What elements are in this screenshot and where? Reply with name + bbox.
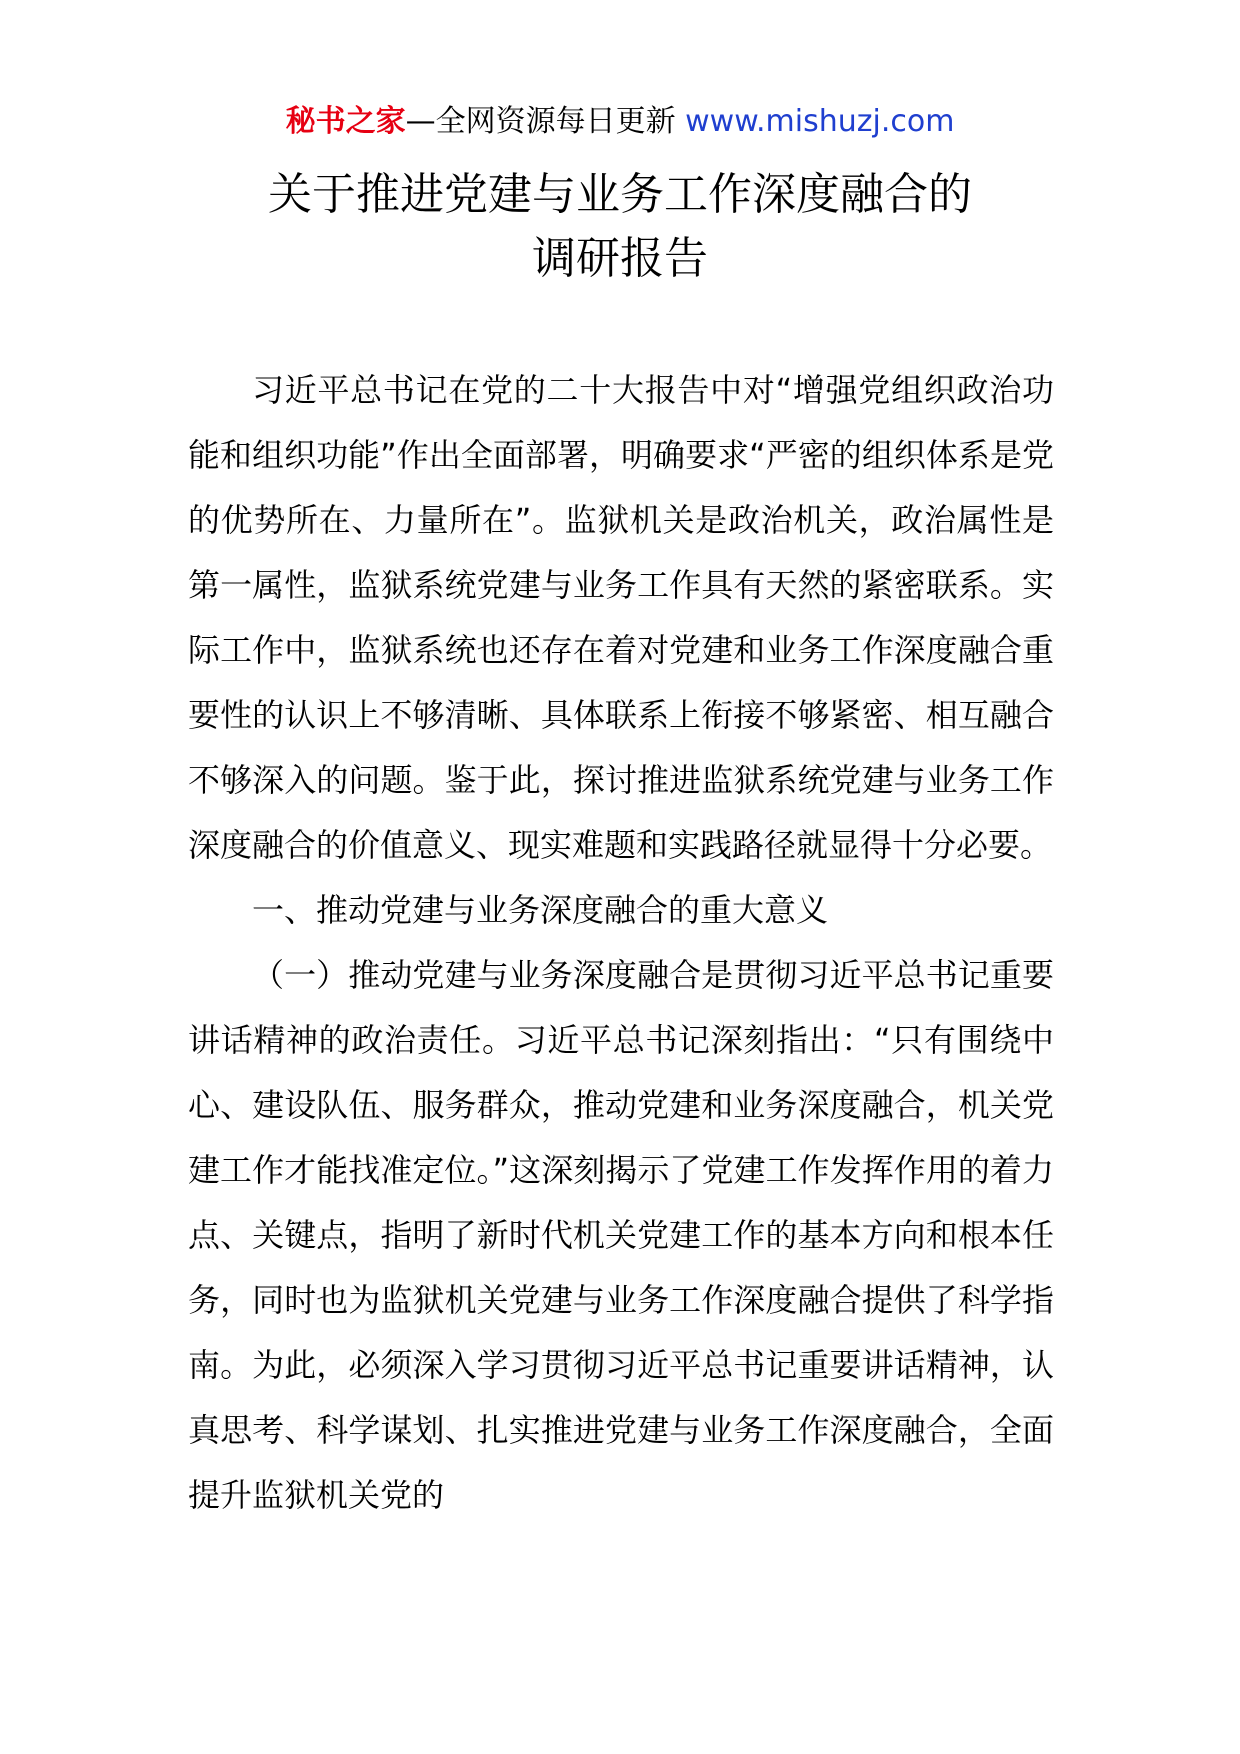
section-heading-1: 一、推动党建与业务深度融合的重大意义 (252, 891, 829, 929)
site-header (0, 100, 1240, 144)
title-line-1: 关于推进党建与业务工作深度融合的 (268, 169, 972, 220)
title-line-2: 调研报告 (532, 233, 708, 284)
intro-paragraph: 习近平总书记在党的二十大报告中对“增强党组织政治功能和组织功能”作出全面部署，明确要求“严密的组织体系是党的优势所在、力量所在”。监狱机关是政治机关，政治属性是第一属性，监狱系统党建与业务工作具有天然的紧密联系。实际工作中，监狱系统也还存在着对党建和业务工作深度融合重要性的认识上不够清晰、具体联系上衔接不够紧密、相互融合不够深入的问题。鉴于此，探讨推进监狱系统党建与业务工作深度融合的价值意义、现实难题和实践路径就显得十分必要。 (188, 371, 1054, 864)
document-title (0, 163, 1240, 291)
website-link[interactable]: www.mishuzj.com (685, 104, 955, 139)
subsection-paragraph-1: （一）推动党建与业务深度融合是贯彻习近平总书记重要讲话精神的政治责任。习近平总书记深刻指出：“只有围绕中心、建设队伍、服务群众，推动党建和业务深度融合，机关党建工作才能找准定位。”这深刻揭示了党建工作发挥作用的着力点、关键点，指明了新时代机关党建工作的基本方向和根本任务，同时也为监狱机关党建与业务工作深度融合提供了科学指南。为此，必须深入学习贯彻习近平总书记重要讲话精神，认真思考、科学谋划、扎实推进党建与业务工作深度融合，全面提升监狱机关党的 (188, 956, 1054, 1514)
header-tagline: —全网资源每日更新 (405, 104, 686, 139)
document-body (188, 358, 1054, 1528)
brand-name: 秘书之家 (285, 104, 406, 139)
